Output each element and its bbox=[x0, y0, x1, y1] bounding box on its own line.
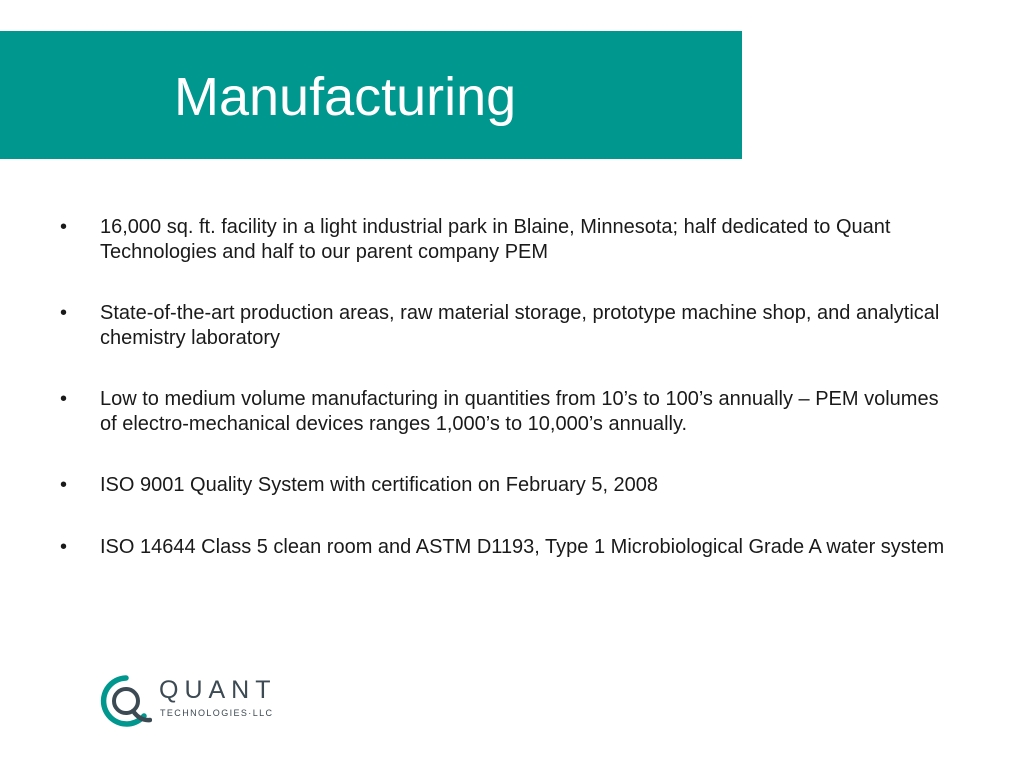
bullet-item bbox=[58, 473, 948, 498]
bullet-marker: • bbox=[60, 216, 68, 238]
bullet-item bbox=[58, 301, 948, 350]
bullet-text: Low to medium volume manufacturing in quantities from 10’s to 100’s annually – PEM volumes of electro-mechanical devices ranges 1,000’s to 10,000’s annually. bbox=[100, 388, 939, 435]
slide-title: Manufacturing bbox=[174, 67, 517, 127]
bullet-marker: • bbox=[60, 474, 68, 496]
bullet-item bbox=[58, 535, 948, 560]
company-logo bbox=[100, 675, 290, 727]
logo-subtitle: TECHNOLOGIES·LLC bbox=[160, 708, 274, 718]
bullet-marker: • bbox=[60, 388, 68, 410]
bullet-item bbox=[58, 387, 948, 436]
bullet-text: 16,000 sq. ft. facility in a light industrial park in Blaine, Minnesota; half dedicated to Quant Technologies and half to our parent company PEM bbox=[100, 216, 891, 263]
logo-wordmark: QUANT bbox=[159, 676, 277, 704]
bullet-item bbox=[58, 215, 948, 264]
q-logo-icon bbox=[100, 675, 152, 727]
bullet-list bbox=[58, 215, 948, 596]
bullet-marker: • bbox=[60, 535, 68, 558]
bullet-text: ISO 9001 Quality System with certification on February 5, 2008 bbox=[100, 474, 659, 496]
bullet-text: ISO 14644 Class 5 clean room and ASTM D1193, Type 1 Microbiological Grade A water system bbox=[100, 535, 945, 558]
bullet-marker: • bbox=[60, 302, 68, 324]
bullet-text: State-of-the-art production areas, raw material storage, prototype machine shop, and analytical chemistry laboratory bbox=[100, 302, 940, 349]
